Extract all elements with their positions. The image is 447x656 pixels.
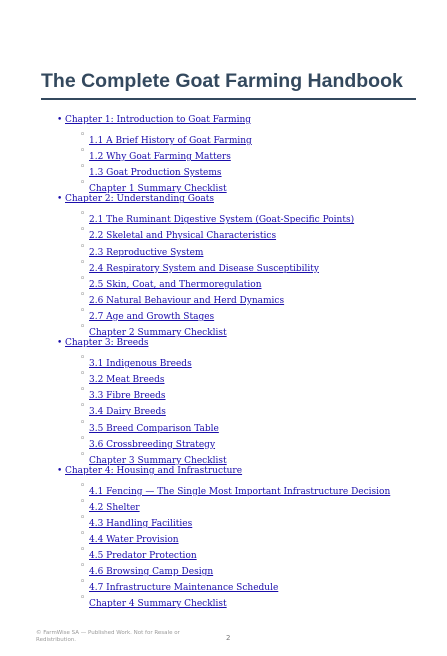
circle-bullet-icon: ◦	[80, 561, 86, 572]
bullet-icon: •	[57, 465, 63, 476]
section-link[interactable]: 3.6 Crossbreeding Strategy	[89, 439, 216, 450]
section-list	[65, 351, 447, 464]
toc-section	[80, 416, 447, 434]
bullet-icon: •	[57, 338, 63, 349]
toc-section	[80, 304, 447, 322]
section-link[interactable]: Chapter 2 Summary Checklist	[89, 328, 227, 339]
toc-section	[80, 399, 447, 418]
circle-bullet-icon: ◦	[80, 305, 86, 316]
toc-section	[80, 479, 447, 497]
circle-bullet-icon: ◦	[80, 162, 86, 173]
circle-bullet-icon: ◦	[80, 433, 86, 444]
toc-chapter	[0, 464, 447, 608]
toc-section	[80, 128, 447, 146]
toc-section	[80, 495, 447, 513]
section-link[interactable]: 2.4 Respiratory System and Disease Susceptibility	[89, 263, 319, 274]
circle-bullet-icon: ◦	[80, 241, 86, 252]
page-title: The Complete Goat Farming Handbook	[41, 70, 403, 92]
circle-bullet-icon: ◦	[80, 529, 86, 540]
section-link[interactable]: 2.1 The Ruminant Digestive System (Goat-Specific Points)	[89, 215, 355, 226]
section-link[interactable]: Chapter 3 Summary Checklist	[89, 455, 227, 466]
toc-section	[80, 383, 447, 402]
section-link[interactable]: 3.1 Indigenous Breeds	[89, 359, 192, 370]
bullet-icon: •	[57, 194, 63, 205]
section-link[interactable]: 4.7 Infrastructure Maintenance Schedule	[89, 583, 279, 594]
circle-bullet-icon: ◦	[80, 417, 86, 428]
toc-section	[80, 256, 447, 274]
toc-section	[80, 240, 447, 258]
circle-bullet-icon: ◦	[80, 209, 86, 220]
section-link[interactable]: 2.2 Skeletal and Physical Characteristics	[89, 231, 277, 242]
circle-bullet-icon: ◦	[80, 289, 86, 300]
toc-section	[80, 367, 447, 386]
section-link[interactable]: 4.4 Water Provision	[89, 535, 179, 546]
circle-bullet-icon: ◦	[80, 369, 86, 380]
section-link[interactable]: 4.5 Predator Protection	[89, 551, 197, 562]
toc-section	[80, 144, 447, 163]
circle-bullet-icon: ◦	[80, 353, 86, 364]
footer-copyright: © FarmWise SA — Published Work. Not for Resale or Redistribution.	[36, 630, 180, 643]
section-link[interactable]: Chapter 4 Summary Checklist	[89, 599, 227, 610]
toc-section	[80, 176, 447, 195]
section-link[interactable]: 3.5 Breed Comparison Table	[89, 423, 219, 434]
toc-section	[80, 320, 447, 339]
chapter-list	[0, 113, 447, 608]
section-link[interactable]: Chapter 1 Summary Checklist	[89, 184, 227, 195]
section-link[interactable]: 2.5 Skin, Coat, and Thermoregulation	[89, 279, 262, 290]
toc-section	[80, 207, 447, 226]
circle-bullet-icon: ◦	[80, 480, 86, 491]
toc-section	[80, 543, 447, 562]
toc-section	[80, 432, 447, 450]
section-link[interactable]: 3.4 Dairy Breeds	[89, 407, 166, 418]
section-list	[65, 128, 447, 195]
toc-section	[80, 575, 447, 594]
toc-section	[80, 511, 447, 529]
chapter-link[interactable]: Chapter 3: Breeds	[65, 338, 149, 349]
bullet-icon: •	[57, 115, 63, 125]
section-link[interactable]: 3.3 Fibre Breeds	[89, 391, 166, 402]
circle-bullet-icon: ◦	[80, 496, 86, 507]
section-list	[65, 207, 447, 339]
circle-bullet-icon: ◦	[80, 449, 86, 460]
circle-bullet-icon: ◦	[80, 545, 86, 556]
toc-section	[80, 160, 447, 179]
chapter-link[interactable]: Chapter 1: Introduction to Goat Farming	[65, 115, 252, 125]
section-link[interactable]: 2.6 Natural Behaviour and Herd Dynamics	[89, 295, 285, 306]
section-link[interactable]: 4.2 Shelter	[89, 502, 140, 513]
section-link[interactable]: 4.3 Handling Facilities	[89, 518, 193, 529]
circle-bullet-icon: ◦	[80, 257, 86, 268]
toc-section	[80, 272, 447, 290]
circle-bullet-icon: ◦	[80, 401, 86, 412]
toc-chapter	[0, 336, 447, 464]
circle-bullet-icon: ◦	[80, 130, 86, 140]
circle-bullet-icon: ◦	[80, 273, 86, 284]
circle-bullet-icon: ◦	[80, 593, 86, 604]
table-of-contents	[0, 113, 447, 608]
toc-section	[80, 288, 447, 306]
circle-bullet-icon: ◦	[80, 146, 86, 157]
circle-bullet-icon: ◦	[80, 225, 86, 236]
section-link[interactable]: 1.2 Why Goat Farming Matters	[89, 152, 231, 163]
circle-bullet-icon: ◦	[80, 322, 86, 333]
circle-bullet-icon: ◦	[80, 577, 86, 588]
toc-section	[80, 559, 447, 578]
circle-bullet-icon: ◦	[80, 385, 86, 396]
section-link[interactable]: 3.2 Meat Breeds	[89, 375, 165, 386]
section-link[interactable]: 2.3 Reproductive System	[89, 247, 204, 258]
section-link[interactable]: 2.7 Age and Growth Stages	[89, 311, 215, 322]
page-number: 2	[226, 634, 231, 642]
section-link[interactable]: 1.3 Goat Production Systems	[89, 168, 222, 179]
toc-section	[80, 351, 447, 370]
toc-section	[80, 527, 447, 546]
title-divider	[41, 98, 416, 100]
circle-bullet-icon: ◦	[80, 512, 86, 523]
toc-chapter	[0, 192, 447, 339]
toc-section	[80, 223, 447, 242]
section-link[interactable]: 4.1 Fencing — The Single Most Important Infrastructure Decision	[89, 486, 391, 497]
chapter-link[interactable]: Chapter 4: Housing and Infrastructure	[65, 465, 243, 476]
toc-chapter	[0, 113, 447, 195]
section-link[interactable]: 4.6 Browsing Camp Design	[89, 567, 214, 578]
section-link[interactable]: 1.1 A Brief History of Goat Farming	[89, 136, 252, 146]
toc-section	[80, 448, 447, 466]
section-list	[65, 479, 447, 608]
toc-section	[80, 591, 447, 610]
circle-bullet-icon: ◦	[80, 178, 86, 189]
chapter-link[interactable]: Chapter 2: Understanding Goats	[65, 194, 214, 205]
